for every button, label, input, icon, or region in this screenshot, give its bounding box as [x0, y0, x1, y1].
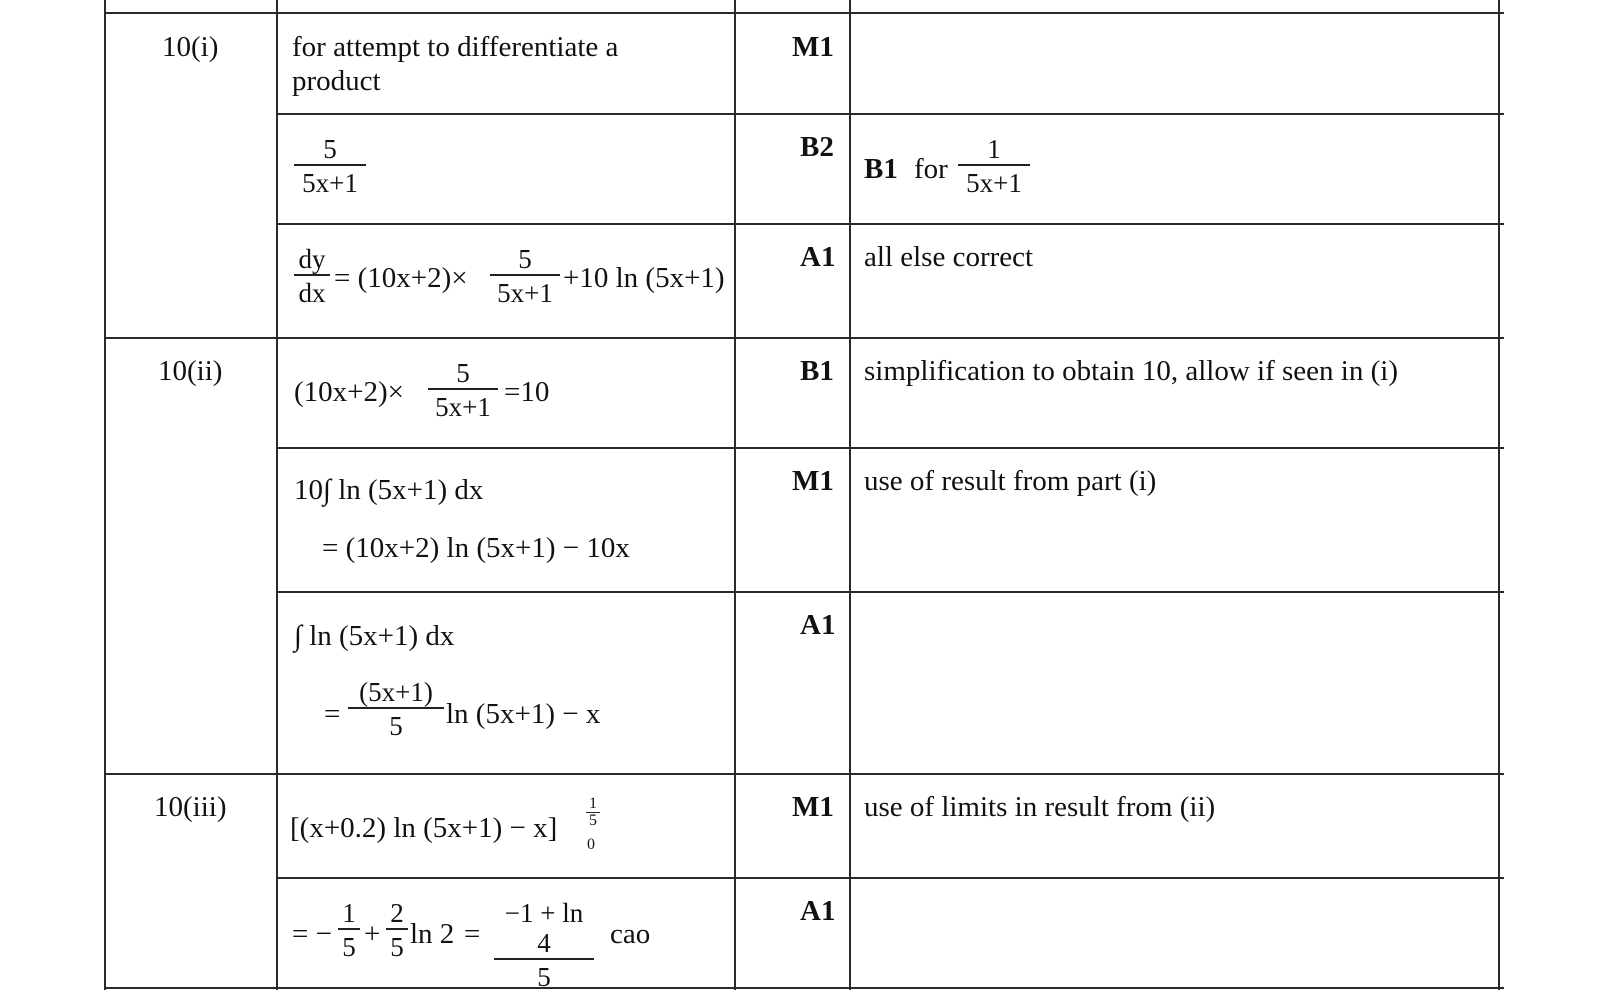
answer-expression: ∫ ln (5x+1) dx — [294, 620, 455, 652]
column-border — [1498, 0, 1500, 990]
answer-expression: 10∫ ln (5x+1) dx — [294, 474, 484, 506]
answer-expression: = — [324, 698, 341, 730]
answer-text: for attempt to differentiate a — [292, 31, 619, 63]
answer-fraction: −1 + ln 4 5 — [494, 898, 594, 994]
mark-code: M1 — [792, 791, 834, 823]
column-border — [104, 0, 106, 990]
guidance-text: use of result from part (i) — [864, 465, 1157, 497]
question-part: 10(i) — [162, 31, 219, 63]
row-border — [277, 113, 1504, 115]
answer-expression: ln (5x+1) − x — [446, 698, 601, 730]
row-border — [277, 223, 1504, 225]
answer-expression: + — [364, 918, 381, 950]
guidance-text: all else correct — [864, 241, 1034, 273]
mark-code: M1 — [792, 31, 834, 63]
answer-expression: (10x+2)× — [294, 376, 405, 408]
row-border — [277, 877, 1504, 879]
row-border — [277, 591, 1504, 593]
column-border — [734, 0, 736, 990]
answer-expression: = (10x+2) ln (5x+1) − 10x — [322, 532, 630, 564]
guidance-text: simplification to obtain 10, allow if seen in (i) — [864, 355, 1398, 387]
answer-fraction: 5 5x+1 — [490, 244, 560, 310]
row-border-bottom — [104, 987, 1504, 989]
answer-expression: [(x+0.2) ln (5x+1) − x] — [290, 812, 558, 844]
mark-code: A1 — [800, 241, 836, 273]
answer-expression: = (10x+2)× — [334, 262, 468, 294]
mark-code: B1 — [800, 355, 834, 387]
answer-expression: +10 ln (5x+1) — [563, 262, 725, 294]
answer-expression: = − — [292, 918, 332, 950]
mark-code: A1 — [800, 609, 836, 641]
answer-expression: =10 — [504, 376, 550, 408]
guidance-text: use of limits in result from (ii) — [864, 791, 1216, 823]
mark-code: M1 — [792, 465, 834, 497]
row-border — [277, 447, 1504, 449]
derivative-dy-dx: dy dx — [294, 244, 330, 310]
answer-fraction: 1 5 — [338, 898, 360, 964]
answer-fraction: (5x+1) 5 — [348, 677, 444, 743]
guidance-fraction: 1 5x+1 — [958, 134, 1030, 200]
answer-expression: ln 2 — [410, 918, 455, 950]
row-border — [104, 773, 1504, 775]
row-border — [104, 337, 1504, 339]
guidance-text: for — [914, 153, 948, 185]
question-part: 10(ii) — [158, 355, 223, 387]
row-border-top — [104, 12, 1504, 14]
mark-code: A1 — [800, 895, 836, 927]
lower-limit: 0 — [587, 836, 595, 853]
answer-fraction: 5 5x+1 — [428, 358, 498, 424]
upper-limit: 1 5 — [586, 796, 600, 829]
answer-expression: = — [464, 918, 481, 950]
guidance-mark: B1 — [864, 153, 898, 185]
column-border — [276, 0, 278, 990]
question-part: 10(iii) — [154, 791, 227, 823]
column-border — [849, 0, 851, 990]
mark-code: B2 — [800, 131, 834, 163]
answer-note: cao — [610, 918, 651, 950]
answer-text: product — [292, 65, 381, 97]
answer-fraction: 5 5x+1 — [294, 134, 366, 200]
answer-fraction: 2 5 — [386, 898, 408, 964]
